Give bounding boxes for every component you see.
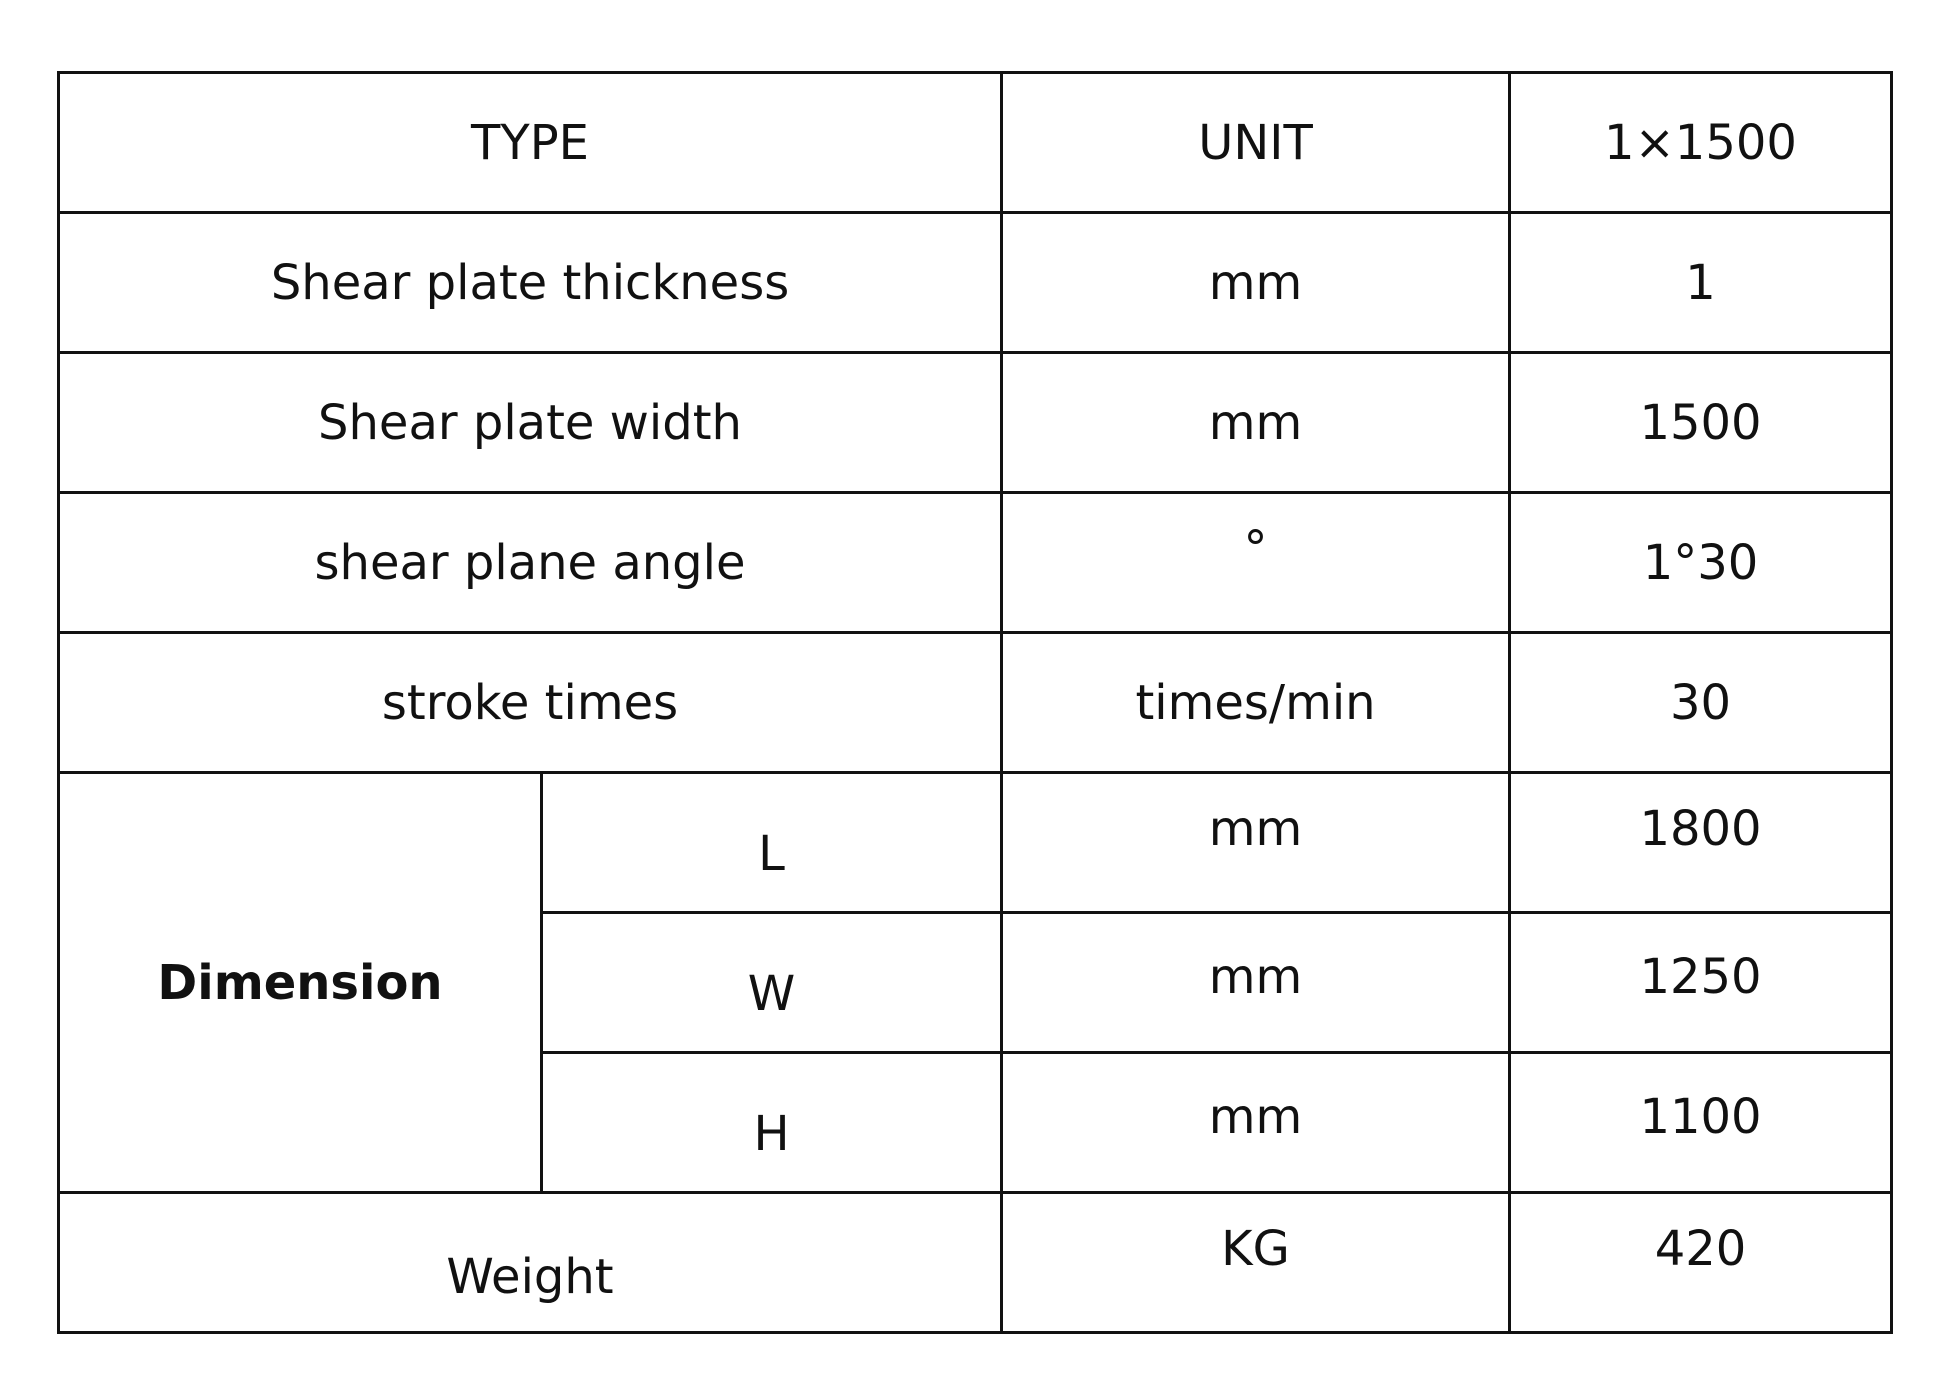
header-model: 1×1500 <box>1510 73 1892 213</box>
row-unit: mm <box>1002 353 1510 493</box>
weight-label: Weight <box>59 1193 1002 1333</box>
table-row <box>59 493 1892 633</box>
row-value: 1500 <box>1510 353 1892 493</box>
row-value: 30 <box>1510 633 1892 773</box>
row-value: 1°30 <box>1510 493 1892 633</box>
row-unit: ° <box>1002 493 1510 633</box>
row-label: stroke times <box>59 633 1002 773</box>
row-value: 1250 <box>1510 913 1892 1053</box>
table-row <box>59 213 1892 353</box>
row-value: 1 <box>1510 213 1892 353</box>
row-label: Shear plate width <box>59 353 1002 493</box>
header-type: TYPE <box>59 73 1002 213</box>
weight-unit: KG <box>1002 1193 1510 1333</box>
row-unit: mm <box>1002 773 1510 913</box>
row-label: Shear plate thickness <box>59 213 1002 353</box>
table-row <box>59 353 1892 493</box>
table-row <box>59 633 1892 773</box>
row-unit: mm <box>1002 1053 1510 1193</box>
row-unit: times/min <box>1002 633 1510 773</box>
dimension-label: Dimension <box>59 773 542 1193</box>
header-row <box>59 73 1892 213</box>
dimension-sub-label: W <box>542 913 1002 1053</box>
dimension-sub-label: H <box>542 1053 1002 1193</box>
spec-table <box>57 71 1893 1334</box>
weight-row <box>59 1193 1892 1333</box>
header-unit: UNIT <box>1002 73 1510 213</box>
row-value: 1100 <box>1510 1053 1892 1193</box>
dimension-row <box>59 773 1892 913</box>
row-value: 1800 <box>1510 773 1892 913</box>
row-unit: mm <box>1002 913 1510 1053</box>
dimension-sub-label: L <box>542 773 1002 913</box>
row-label: shear plane angle <box>59 493 1002 633</box>
weight-value: 420 <box>1510 1193 1892 1333</box>
row-unit: mm <box>1002 213 1510 353</box>
